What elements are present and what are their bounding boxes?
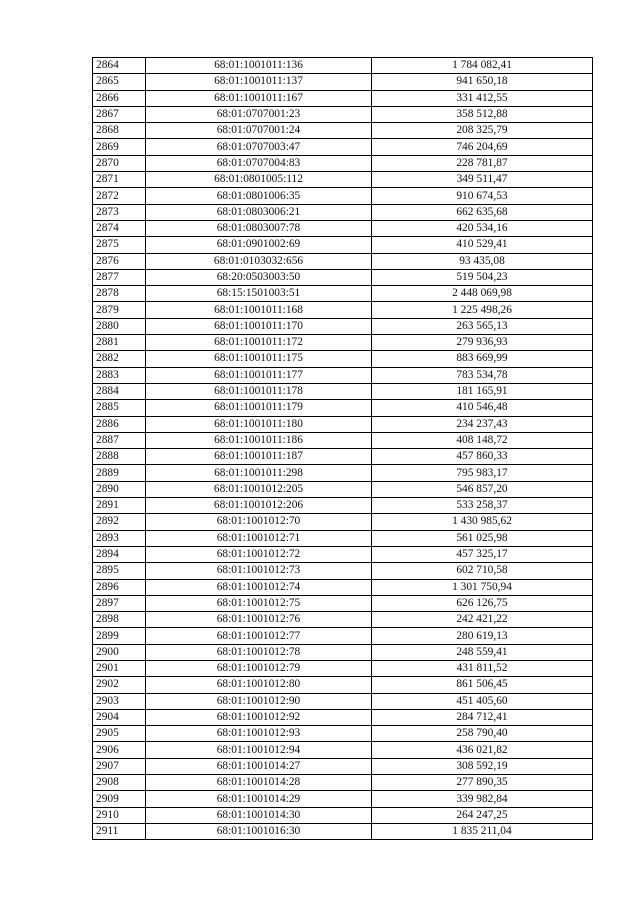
row-number-cell: 2886 [93,416,146,432]
row-number-cell: 2902 [93,677,146,693]
cadastral-number-cell: 68:01:0707004:83 [146,155,372,171]
cadastral-value-cell: 1 225 498,26 [372,302,593,318]
cadastral-value-cell: 258 790,40 [372,726,593,742]
table-row [93,253,593,269]
cadastral-value-cell: 941 650,18 [372,74,593,90]
row-number-cell: 2897 [93,595,146,611]
cadastral-value-cell: 208 325,79 [372,123,593,139]
table-row [93,106,593,122]
row-number-cell: 2890 [93,481,146,497]
row-number-cell: 2906 [93,742,146,758]
row-number-cell: 2900 [93,644,146,660]
row-number-cell: 2873 [93,204,146,220]
table-row [93,823,593,839]
row-number-cell: 2904 [93,709,146,725]
cadastral-number-cell: 68:01:1001012:72 [146,546,372,562]
table-row [93,465,593,481]
row-number-cell: 2901 [93,660,146,676]
table-row [93,432,593,448]
cadastral-number-cell: 68:01:0803007:78 [146,220,372,236]
table-row [93,579,593,595]
cadastral-value-cell: 451 405,60 [372,693,593,709]
cadastral-value-cell: 284 712,41 [372,709,593,725]
cadastral-value-cell: 1 835 211,04 [372,823,593,839]
cadastral-value-cell: 431 811,52 [372,660,593,676]
cadastral-value-cell: 264 247,25 [372,807,593,823]
cadastral-value-cell: 228 781,87 [372,155,593,171]
row-number-cell: 2907 [93,758,146,774]
cadastral-value-cell: 279 936,93 [372,335,593,351]
table-row [93,237,593,253]
cadastral-number-cell: 68:01:1001012:94 [146,742,372,758]
table-row [93,123,593,139]
row-number-cell: 2881 [93,335,146,351]
row-number-cell: 2891 [93,498,146,514]
cadastral-number-cell: 68:01:1001012:76 [146,612,372,628]
cadastral-number-cell: 68:01:1001012:206 [146,498,372,514]
row-number-cell: 2896 [93,579,146,595]
cadastral-number-cell: 68:20:0503003:50 [146,269,372,285]
row-number-cell: 2879 [93,302,146,318]
row-number-cell: 2893 [93,530,146,546]
table-row [93,74,593,90]
cadastral-number-cell: 68:01:1001011:170 [146,318,372,334]
row-number-cell: 2880 [93,318,146,334]
cadastral-value-cell: 308 592,19 [372,758,593,774]
cadastral-number-cell: 68:01:0707001:23 [146,106,372,122]
cadastral-value-cell: 561 025,98 [372,530,593,546]
cadastral-number-cell: 68:01:1001014:30 [146,807,372,823]
cadastral-number-cell: 68:01:1001011:178 [146,383,372,399]
cadastral-number-cell: 68:01:0803006:21 [146,204,372,220]
cadastral-number-cell: 68:01:1001014:28 [146,775,372,791]
cadastral-number-cell: 68:15:1501003:51 [146,286,372,302]
cadastral-number-cell: 68:01:0707003:47 [146,139,372,155]
table-row [93,269,593,285]
cadastral-number-cell: 68:01:1001011:136 [146,58,372,74]
table-row [93,383,593,399]
cadastral-number-cell: 68:01:1001011:177 [146,367,372,383]
cadastral-number-cell: 68:01:1001014:29 [146,791,372,807]
table-body [93,58,593,840]
table-row [93,286,593,302]
table-row [93,318,593,334]
row-number-cell: 2903 [93,693,146,709]
table-row [93,481,593,497]
cadastral-value-cell: 1 301 750,94 [372,579,593,595]
row-number-cell: 2895 [93,563,146,579]
table-row [93,58,593,74]
cadastral-value-cell: 746 204,69 [372,139,593,155]
row-number-cell: 2905 [93,726,146,742]
cadastral-number-cell: 68:01:1001012:75 [146,595,372,611]
cadastral-value-cell: 242 421,22 [372,612,593,628]
cadastral-number-cell: 68:01:1001012:70 [146,514,372,530]
cadastral-number-cell: 68:01:1001011:179 [146,400,372,416]
cadastral-value-cell: 795 983,17 [372,465,593,481]
cadastral-value-cell: 408 148,72 [372,432,593,448]
row-number-cell: 2911 [93,823,146,839]
cadastral-number-cell: 68:01:1001012:93 [146,726,372,742]
cadastral-value-cell: 602 710,58 [372,563,593,579]
row-number-cell: 2864 [93,58,146,74]
table-row [93,416,593,432]
cadastral-value-cell: 280 619,13 [372,628,593,644]
table-row [93,204,593,220]
row-number-cell: 2877 [93,269,146,285]
row-number-cell: 2871 [93,172,146,188]
cadastral-number-cell: 68:01:1001012:73 [146,563,372,579]
table-row [93,155,593,171]
cadastral-value-table [92,57,593,840]
document-page [92,57,593,840]
cadastral-number-cell: 68:01:1001012:79 [146,660,372,676]
row-number-cell: 2875 [93,237,146,253]
cadastral-number-cell: 68:01:1001012:78 [146,644,372,660]
cadastral-value-cell: 349 511,47 [372,172,593,188]
cadastral-value-cell: 339 982,84 [372,791,593,807]
table-row [93,693,593,709]
row-number-cell: 2885 [93,400,146,416]
row-number-cell: 2908 [93,775,146,791]
row-number-cell: 2870 [93,155,146,171]
table-row [93,188,593,204]
cadastral-number-cell: 68:01:0103032:656 [146,253,372,269]
cadastral-number-cell: 68:01:1001016:30 [146,823,372,839]
cadastral-value-cell: 331 412,55 [372,90,593,106]
cadastral-number-cell: 68:01:1001012:74 [146,579,372,595]
cadastral-value-cell: 358 512,88 [372,106,593,122]
table-row [93,335,593,351]
cadastral-value-cell: 662 635,68 [372,204,593,220]
row-number-cell: 2910 [93,807,146,823]
table-row [93,220,593,236]
cadastral-value-cell: 410 529,41 [372,237,593,253]
cadastral-number-cell: 68:01:1001012:205 [146,481,372,497]
table-row [93,546,593,562]
table-row [93,139,593,155]
table-row [93,514,593,530]
cadastral-number-cell: 68:01:1001011:167 [146,90,372,106]
table-row [93,530,593,546]
row-number-cell: 2898 [93,612,146,628]
row-number-cell: 2909 [93,791,146,807]
table-row [93,351,593,367]
cadastral-number-cell: 68:01:1001011:172 [146,335,372,351]
row-number-cell: 2889 [93,465,146,481]
row-number-cell: 2887 [93,432,146,448]
cadastral-value-cell: 420 534,16 [372,220,593,236]
cadastral-number-cell: 68:01:0707001:24 [146,123,372,139]
cadastral-number-cell: 68:01:0801006:35 [146,188,372,204]
table-row [93,172,593,188]
cadastral-number-cell: 68:01:1001011:175 [146,351,372,367]
cadastral-number-cell: 68:01:1001012:90 [146,693,372,709]
cadastral-value-cell: 783 534,78 [372,367,593,383]
cadastral-value-cell: 457 860,33 [372,449,593,465]
table-row [93,644,593,660]
cadastral-value-cell: 883 669,99 [372,351,593,367]
table-row [93,726,593,742]
table-row [93,677,593,693]
cadastral-value-cell: 910 674,53 [372,188,593,204]
row-number-cell: 2872 [93,188,146,204]
cadastral-value-cell: 263 565,13 [372,318,593,334]
cadastral-value-cell: 410 546,48 [372,400,593,416]
table-row [93,758,593,774]
cadastral-value-cell: 626 126,75 [372,595,593,611]
cadastral-value-cell: 861 506,45 [372,677,593,693]
row-number-cell: 2868 [93,123,146,139]
cadastral-number-cell: 68:01:1001011:180 [146,416,372,432]
row-number-cell: 2888 [93,449,146,465]
cadastral-value-cell: 234 237,43 [372,416,593,432]
table-row [93,449,593,465]
row-number-cell: 2866 [93,90,146,106]
table-row [93,807,593,823]
table-row [93,302,593,318]
cadastral-value-cell: 2 448 069,98 [372,286,593,302]
cadastral-value-cell: 546 857,20 [372,481,593,497]
row-number-cell: 2899 [93,628,146,644]
row-number-cell: 2876 [93,253,146,269]
row-number-cell: 2865 [93,74,146,90]
cadastral-number-cell: 68:01:1001012:77 [146,628,372,644]
row-number-cell: 2882 [93,351,146,367]
row-number-cell: 2884 [93,383,146,399]
cadastral-value-cell: 1 784 082,41 [372,58,593,74]
cadastral-number-cell: 68:01:1001012:71 [146,530,372,546]
cadastral-number-cell: 68:01:1001012:92 [146,709,372,725]
cadastral-value-cell: 181 165,91 [372,383,593,399]
cadastral-number-cell: 68:01:1001012:80 [146,677,372,693]
cadastral-number-cell: 68:01:0901002:69 [146,237,372,253]
cadastral-value-cell: 277 890,35 [372,775,593,791]
table-row [93,628,593,644]
row-number-cell: 2883 [93,367,146,383]
table-row [93,709,593,725]
table-row [93,595,593,611]
cadastral-value-cell: 248 559,41 [372,644,593,660]
table-row [93,660,593,676]
table-row [93,612,593,628]
cadastral-value-cell: 93 435,08 [372,253,593,269]
row-number-cell: 2874 [93,220,146,236]
cadastral-value-cell: 519 504,23 [372,269,593,285]
cadastral-value-cell: 1 430 985,62 [372,514,593,530]
cadastral-number-cell: 68:01:1001011:298 [146,465,372,481]
table-row [93,791,593,807]
row-number-cell: 2878 [93,286,146,302]
cadastral-number-cell: 68:01:1001011:168 [146,302,372,318]
cadastral-value-cell: 533 258,37 [372,498,593,514]
table-row [93,367,593,383]
row-number-cell: 2869 [93,139,146,155]
cadastral-number-cell: 68:01:1001014:27 [146,758,372,774]
table-row [93,742,593,758]
table-row [93,498,593,514]
row-number-cell: 2867 [93,106,146,122]
row-number-cell: 2894 [93,546,146,562]
cadastral-number-cell: 68:01:1001011:187 [146,449,372,465]
table-row [93,563,593,579]
cadastral-value-cell: 436 021,82 [372,742,593,758]
cadastral-number-cell: 68:01:1001011:186 [146,432,372,448]
table-row [93,775,593,791]
table-row [93,400,593,416]
cadastral-value-cell: 457 325,17 [372,546,593,562]
table-row [93,90,593,106]
cadastral-number-cell: 68:01:1001011:137 [146,74,372,90]
row-number-cell: 2892 [93,514,146,530]
cadastral-number-cell: 68:01:0801005:112 [146,172,372,188]
